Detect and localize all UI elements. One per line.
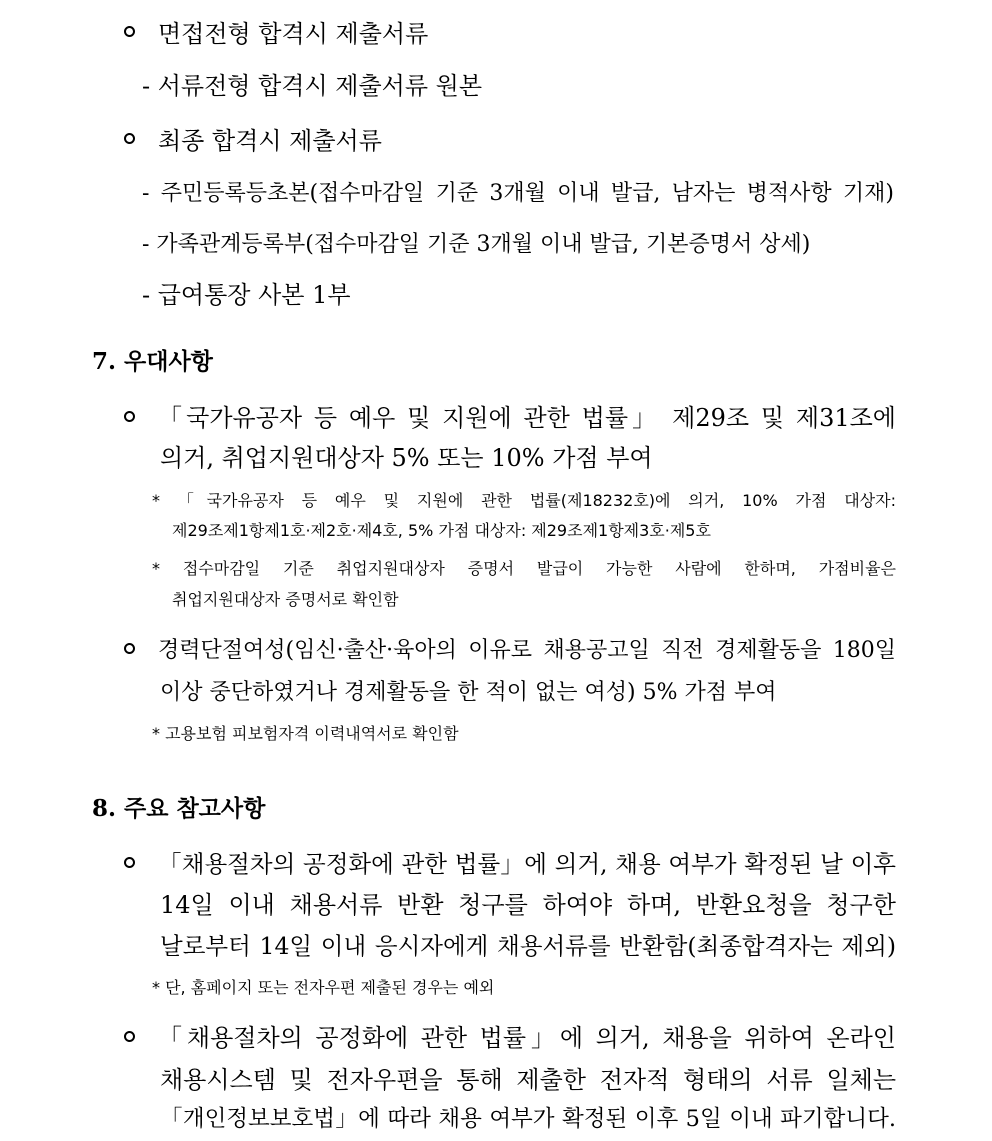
interview-docs-item: 면접전형 합격시 제출서류 bbox=[158, 20, 429, 48]
final-docs-item: 최종 합격시 제출서류 bbox=[158, 127, 382, 155]
final-docs-detail-resident: - 주민등록등초본(접수마감일 기준 3개월 이내 발급, 남자는 병적사항 기재) bbox=[142, 181, 894, 206]
career-break-women-line2: 이상 중단하였거나 경제활동을 한 적이 없는 여성) 5% 가점 부여 bbox=[160, 680, 777, 705]
veterans-note2-line2: 취업지원대상자 증명서로 확인함 bbox=[172, 590, 399, 609]
bullet-circle bbox=[124, 1031, 135, 1042]
veterans-note1-line2: 제29조제1항제1호·제2호·제4호, 5% 가점 대상자: 제29조제1항제3호·제5호 bbox=[172, 521, 711, 540]
document-destruction-line2: 채용시스템 및 전자우편을 통해 제출한 전자적 형태의 서류 일체는 bbox=[160, 1066, 896, 1094]
career-break-women-line1: 경력단절여성(임신·출산·육아의 이유로 채용공고일 직전 경제활동을 180일 bbox=[158, 638, 896, 663]
bullet-circle bbox=[124, 857, 135, 868]
document-return-note: * 단, 홈페이지 또는 전자우편 제출된 경우는 예외 bbox=[152, 978, 495, 997]
document-destruction-line3: 「개인정보보호법」에 따라 채용 여부가 확정된 이후 5일 이내 파기합니다. bbox=[160, 1106, 896, 1132]
final-docs-detail-family: - 가족관계등록부(접수마감일 기준 3개월 이내 발급, 기본증명서 상세) bbox=[142, 232, 811, 257]
veterans-note1-line1: * 「국가유공자 등 예우 및 지원에 관한 법률(제18232호)에 의거, 10% 가점 대상자: bbox=[152, 491, 896, 510]
document-destruction-line1: 「채용절차의 공정화에 관한 법률」에 의거, 채용을 위하여 온라인 bbox=[158, 1024, 896, 1052]
interview-docs-detail: - 서류전형 합격시 제출서류 원본 bbox=[142, 72, 483, 100]
document-return-line1: 「채용절차의 공정화에 관한 법률」에 의거, 채용 여부가 확정된 날 이후 bbox=[158, 850, 896, 878]
veterans-preference-line2: 의거, 취업지원대상자 5% 또는 10% 가점 부여 bbox=[160, 444, 653, 472]
veterans-note2-line1: * 접수마감일 기준 취업지원대상자 증명서 발급이 가능한 사람에 한하며, 가점비율은 bbox=[152, 559, 896, 578]
career-break-note: * 고용보험 피보험자격 이력내역서로 확인함 bbox=[152, 724, 459, 743]
section-8-heading: 8. 주요 참고사항 bbox=[92, 795, 266, 822]
document-return-line3: 날로부터 14일 이내 응시자에게 채용서류를 반환함(최종합격자는 제외) bbox=[160, 932, 896, 960]
section-7-heading: 7. 우대사항 bbox=[92, 348, 213, 375]
bullet-circle bbox=[124, 643, 135, 654]
document-return-line2: 14일 이내 채용서류 반환 청구를 하여야 하며, 반환요청을 청구한 bbox=[160, 891, 896, 919]
bullet-circle bbox=[124, 133, 135, 144]
veterans-preference-line1: 「국가유공자 등 예우 및 지원에 관한 법률」 제29조 및 제31조에 bbox=[158, 404, 896, 432]
bullet-circle bbox=[124, 26, 135, 37]
bullet-circle bbox=[124, 411, 135, 422]
final-docs-detail-bankbook: - 급여통장 사본 1부 bbox=[142, 281, 351, 309]
